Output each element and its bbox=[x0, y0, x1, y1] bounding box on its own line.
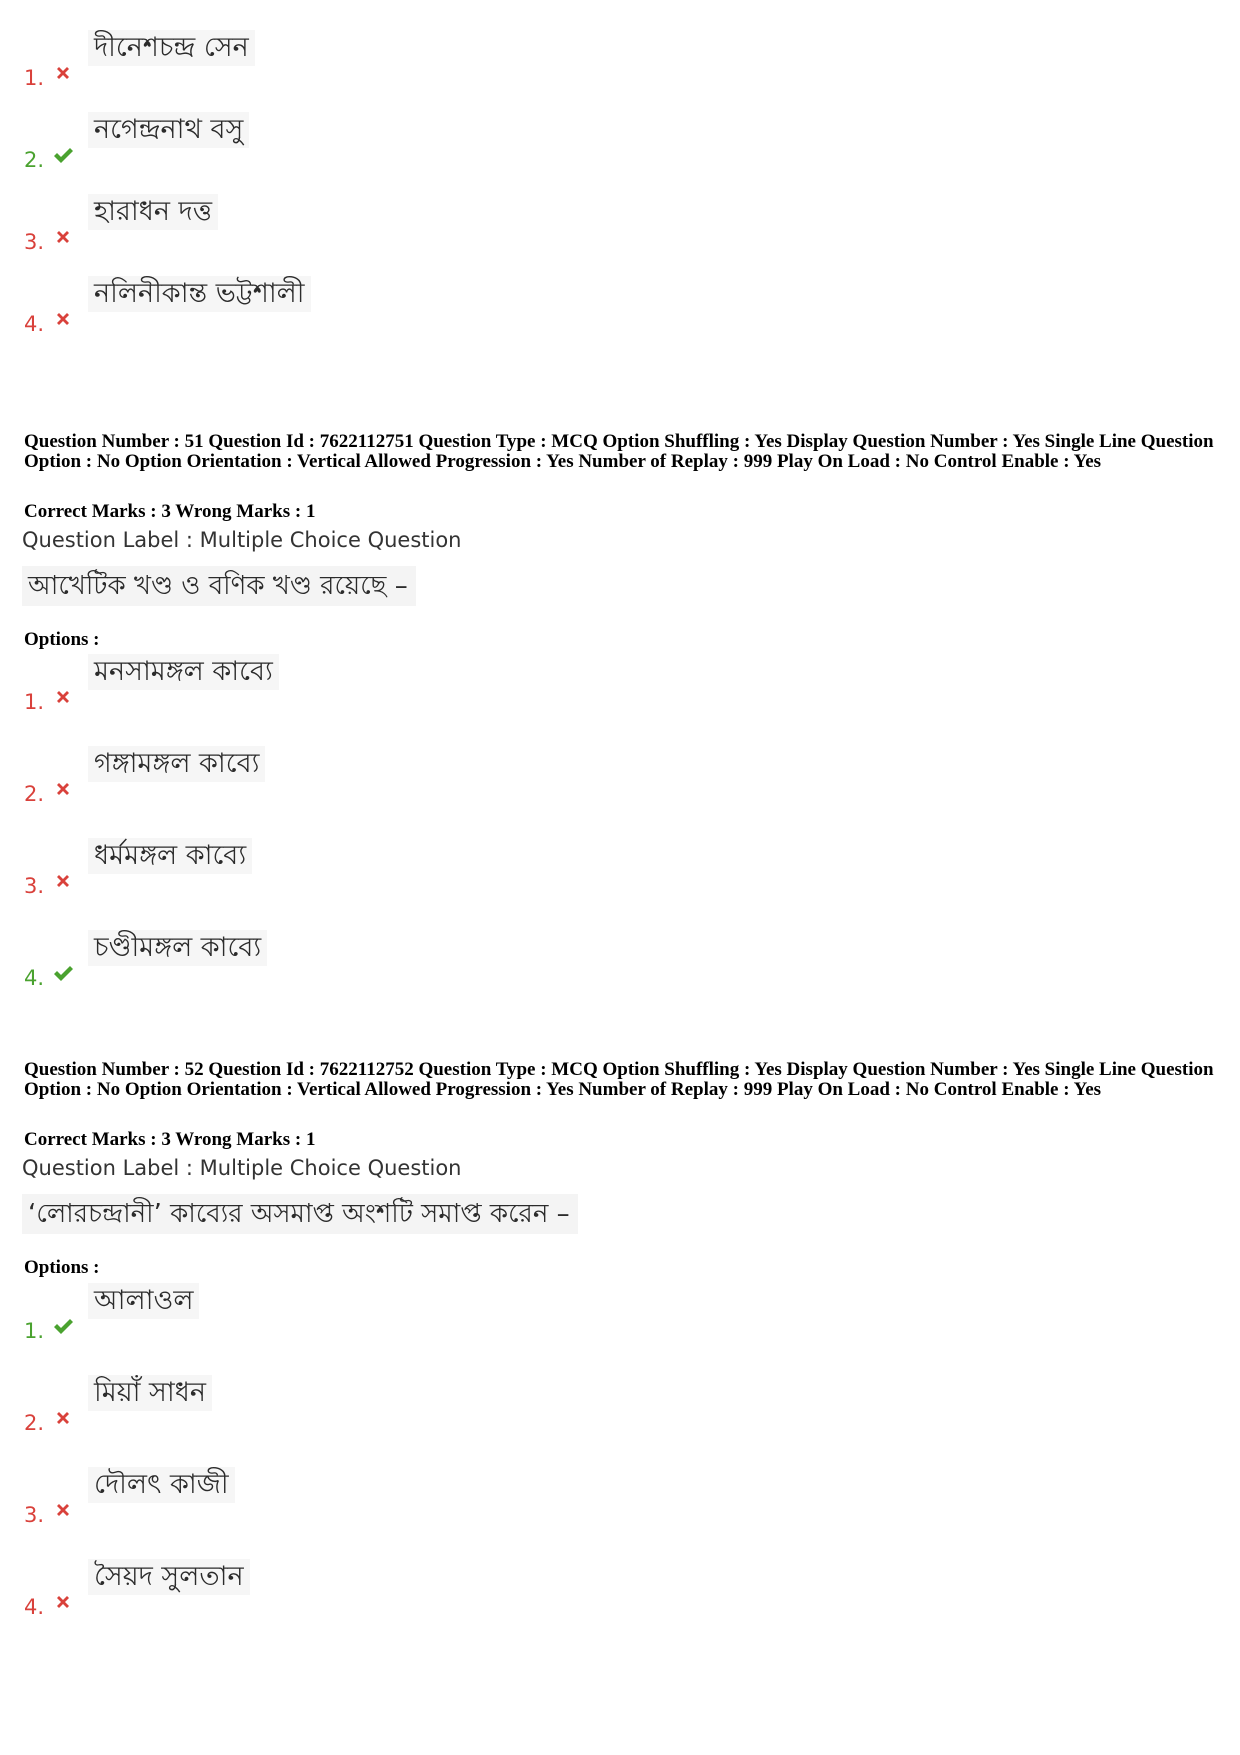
option-row bbox=[24, 112, 624, 172]
option-number: 3. bbox=[24, 230, 45, 254]
question-label: Question Label : Multiple Choice Question bbox=[22, 528, 462, 552]
question-marks: Correct Marks : 3 Wrong Marks : 1 bbox=[24, 501, 316, 522]
option-row bbox=[24, 194, 624, 254]
option-row bbox=[24, 30, 624, 90]
option-text: হারাধন দত্ত bbox=[88, 194, 218, 230]
question-marks: Correct Marks : 3 Wrong Marks : 1 bbox=[24, 1129, 316, 1150]
cross-icon bbox=[52, 1499, 74, 1521]
question-meta: Question Number : 52 Question Id : 7622112752 Question Type : MCQ Option Shuffling : Yes Display Question Number : Yes Single Line Question Option : No Option Orientation : Vertical Allowed Progression : Yes Number of Replay : 999 Play On Load : No Control Enable : Yes bbox=[24, 1059, 1214, 1100]
cross-icon bbox=[52, 62, 74, 84]
option-number: 3. bbox=[24, 1503, 45, 1527]
cross-icon bbox=[52, 1591, 74, 1613]
cross-icon bbox=[52, 870, 74, 892]
option-number: 1. bbox=[24, 1319, 45, 1343]
options-heading: Options : bbox=[24, 629, 100, 650]
cross-icon bbox=[52, 308, 74, 330]
option-text: চণ্ডীমঙ্গল কাব্যে bbox=[88, 930, 267, 966]
option-row bbox=[24, 1283, 624, 1343]
option-text: মনসামঙ্গল কাব্যে bbox=[88, 654, 279, 690]
option-text: মিয়াঁ সাধন bbox=[88, 1375, 212, 1411]
check-icon bbox=[52, 144, 74, 166]
option-row bbox=[24, 1559, 624, 1619]
option-text: দৌলৎ কাজী bbox=[88, 1467, 235, 1503]
option-text: নলিনীকান্ত ভট্টশালী bbox=[88, 276, 311, 312]
option-number: 4. bbox=[24, 312, 45, 336]
option-text: সৈয়দ সুলতান bbox=[88, 1559, 250, 1595]
option-number: 4. bbox=[24, 1595, 45, 1619]
option-number: 1. bbox=[24, 690, 45, 714]
check-icon bbox=[52, 962, 74, 984]
option-text: ধর্মমঙ্গল কাব্যে bbox=[88, 838, 252, 874]
option-text: গঙ্গামঙ্গল কাব্যে bbox=[88, 746, 265, 782]
question-text: ‘লোরচন্দ্রানী’ কাব্যের অসমাপ্ত অংশটি সমাপ্ত করেন – bbox=[22, 1194, 578, 1234]
check-icon bbox=[52, 1315, 74, 1337]
option-row bbox=[24, 746, 624, 806]
option-text: আলাওল bbox=[88, 1283, 199, 1319]
option-number: 2. bbox=[24, 782, 45, 806]
option-row bbox=[24, 1467, 624, 1527]
option-number: 1. bbox=[24, 66, 45, 90]
option-number: 4. bbox=[24, 966, 45, 990]
option-text: নগেন্দ্রনাথ বসু bbox=[88, 112, 249, 148]
cross-icon bbox=[52, 1407, 74, 1429]
option-row bbox=[24, 654, 624, 714]
option-text: দীনেশচন্দ্র সেন bbox=[88, 30, 255, 66]
cross-icon bbox=[52, 226, 74, 248]
question-label: Question Label : Multiple Choice Question bbox=[22, 1156, 462, 1180]
option-number: 2. bbox=[24, 1411, 45, 1435]
options-heading: Options : bbox=[24, 1257, 100, 1278]
option-row bbox=[24, 930, 624, 990]
question-text: আখেটিক খণ্ড ও বণিক খণ্ড রয়েছে – bbox=[22, 566, 416, 606]
option-number: 2. bbox=[24, 148, 45, 172]
cross-icon bbox=[52, 778, 74, 800]
option-row bbox=[24, 1375, 624, 1435]
option-row bbox=[24, 276, 624, 336]
cross-icon bbox=[52, 686, 74, 708]
option-row bbox=[24, 838, 624, 898]
option-number: 3. bbox=[24, 874, 45, 898]
question-meta: Question Number : 51 Question Id : 7622112751 Question Type : MCQ Option Shuffling : Yes Display Question Number : Yes Single Line Question Option : No Option Orientation : Vertical Allowed Progression : Yes Number of Replay : 999 Play On Load : No Control Enable : Yes bbox=[24, 431, 1214, 472]
